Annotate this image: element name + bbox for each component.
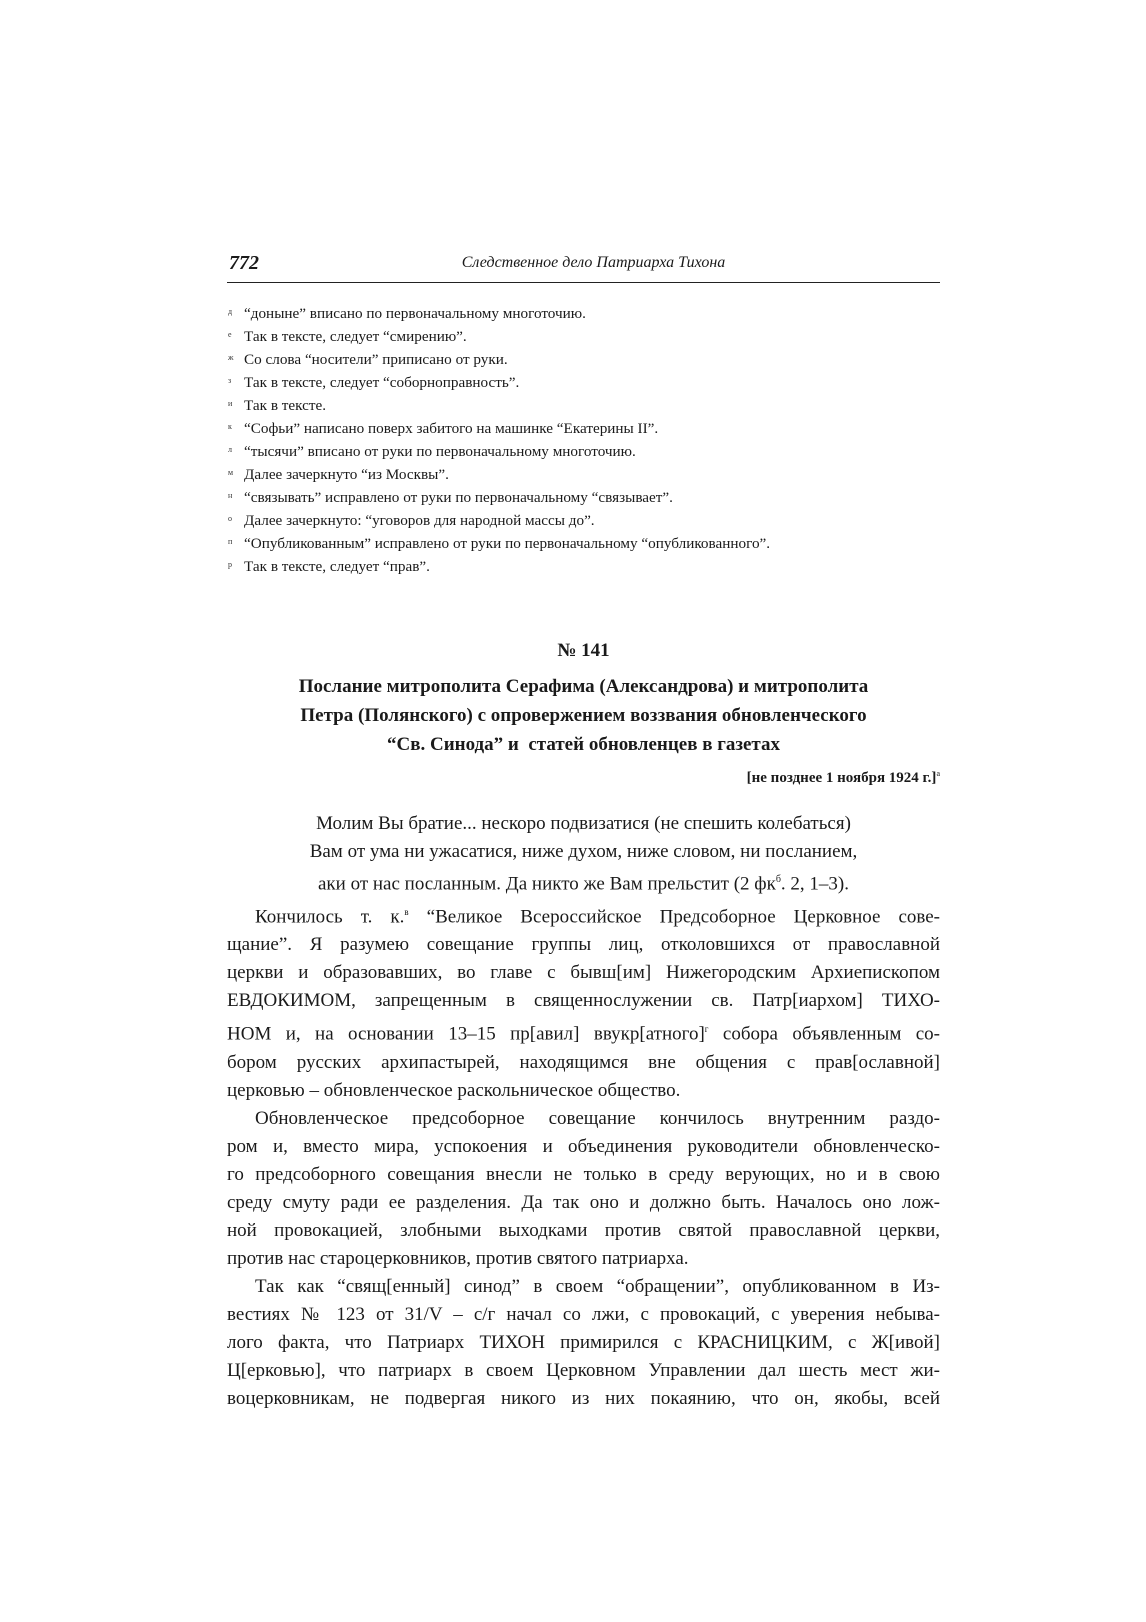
footnote-text: “тысячи” вписано от руки по первоначальному многоточию.	[244, 443, 636, 460]
text-line	[227, 898, 940, 931]
text-line: го предсоборного совещания внесли не только в среду верующих, но и в свою	[227, 1163, 940, 1185]
text-line: лого факта, что Патриарх ТИХОН примирился с КРАСНИЦКИМ, с Ж[ивой]	[227, 1331, 940, 1353]
footnote-text: Так в тексте, следует “смирению”.	[244, 328, 467, 345]
footnote-ref: г	[704, 1024, 709, 1035]
text-line: ром и, вместо мира, успокоения и объединения руководители обновленческо-	[227, 1135, 940, 1157]
document-number: № 141	[557, 640, 610, 661]
page-number: 772	[229, 252, 259, 274]
title-line: Послание митрополита Серафима (Александрова) и митрополита	[298, 676, 869, 697]
footnote	[228, 441, 928, 464]
footnote-mark: з	[228, 376, 232, 385]
footnote-mark: р	[228, 560, 232, 569]
footnote-text: Так в тексте.	[244, 397, 327, 414]
paragraph	[227, 1105, 940, 1273]
footnote-mark: м	[228, 468, 234, 477]
footnote	[228, 395, 928, 418]
footnote	[228, 349, 928, 372]
footnotes-list	[228, 303, 928, 579]
text-line: Так как “свящ[енный] синод” в своем “обращении”, опубликованном в Из-	[255, 1275, 940, 1297]
epigraph-line	[227, 866, 940, 898]
footnote-mark: е	[228, 330, 232, 339]
footnote-mark: о	[228, 514, 232, 523]
footnote	[228, 510, 928, 533]
text-line: вестиях № 123 от 31/V – с/г начал со лжи, с провокаций, с уверения небыва-	[227, 1303, 940, 1325]
running-title: Следственное дело Патриарха Тихона	[461, 254, 726, 271]
footnote-mark: ж	[228, 353, 234, 362]
text-line: церкви и образовавших, во главе с бывш[им] Нижегородским Архиепископом	[227, 962, 940, 984]
document-date	[747, 769, 940, 787]
footnote-mark: л	[228, 445, 232, 454]
footnote-text: “Софьи” написано поверх забитого на машинке “Екатерины II”.	[244, 420, 659, 437]
body-text	[227, 898, 940, 1413]
epigraph-text: аки от нас посланным. Да никто же Вам прельстит (2 фк	[318, 873, 776, 895]
footnote-mark: д	[228, 307, 233, 316]
date-text: [не позднее 1 ноября 1924 г.]	[746, 770, 937, 786]
footnote-text: “доныне” вписано по первоначальному многоточию.	[244, 305, 586, 322]
text-line: бором русских архипастырей, находящимся вне общения с прав[ославной]	[227, 1051, 940, 1073]
footnote-ref: б	[775, 874, 781, 885]
text-line: воцерковникам, не подвергая никого из них покаянию, что он, якобы, всей	[227, 1387, 940, 1409]
text-span: Кончилось т. к.	[255, 906, 405, 928]
text-line	[227, 1015, 940, 1048]
footnote	[228, 303, 928, 326]
title-line: “Св. Синода” и статей обновленцев в газетах	[386, 734, 781, 755]
paragraph	[227, 898, 940, 1105]
text-line: щание”. Я разумею совещание группы лиц, отколовшихся от православной	[227, 934, 940, 956]
document-title	[227, 672, 940, 759]
epigraph	[227, 810, 940, 898]
page-header	[227, 252, 940, 283]
footnote-text: Так в тексте, следует “соборноправность”.	[244, 374, 520, 391]
footnote-ref: в	[404, 907, 409, 917]
text-line: ной провокацией, злобными выходками против святой православной церкви,	[227, 1219, 940, 1241]
text-line: Обновленческое предсоборное совещание кончилось внутренним раздо-	[255, 1107, 940, 1129]
text-span: НОМ и, на основании 13–15 пр[авил] ввукр[атного]	[227, 1023, 705, 1045]
text-span: “Великое Всероссийское Предсоборное Церковное сове-	[408, 906, 940, 928]
text-line: ЕВДОКИМОМ, запрещенным в священнослужении св. Патр[иархом] ТИХО-	[227, 990, 940, 1012]
footnote	[228, 556, 928, 579]
footnote	[228, 487, 928, 510]
footnote-text: “связывать” исправлено от руки по первоначальному “связывает”.	[244, 489, 673, 506]
footnote	[228, 533, 928, 556]
footnote-text: Со слова “носители” приписано от руки.	[244, 351, 508, 368]
footnote-mark: н	[228, 491, 233, 500]
footnote-text: Далее зачеркнуто: “уговоров для народной массы до”.	[244, 512, 595, 529]
paragraph	[227, 1273, 940, 1413]
footnote-text: “Опубликованным” исправлено от руки по первоначальному “опубликованного”.	[244, 535, 771, 552]
text-line: среду смуту ради ее разделения. Да так оно и должно быть. Началось оно лож-	[227, 1191, 940, 1213]
footnote-ref: а	[936, 769, 940, 778]
footnote-text: Так в тексте, следует “прав”.	[244, 558, 430, 575]
epigraph-text: . 2, 1–3).	[780, 873, 849, 895]
footnote	[228, 464, 928, 487]
footnote	[228, 372, 928, 395]
epigraph-line: Молим Вы братие... нескоро подвизатися (не спешить колебаться)	[316, 813, 851, 834]
footnote-mark: и	[228, 399, 233, 408]
text-span: собора объявленным со-	[708, 1023, 940, 1045]
footnote-mark: п	[228, 537, 233, 546]
title-line: Петра (Полянского) с опровержением воззвания обновленческого	[300, 705, 867, 726]
text-line: церковью – обновленческое раскольническое общество.	[227, 1079, 681, 1101]
footnote	[228, 418, 928, 441]
footnote-text: Далее зачеркнуто “из Москвы”.	[244, 466, 449, 483]
epigraph-line: Вам от ума ни ужасатися, ниже духом, ниже словом, ни посланием,	[309, 841, 858, 862]
text-line: против нас староцерковников, против святого патриарха.	[227, 1247, 689, 1269]
text-line: Ц[ерковью], что патриарх в своем Церковном Управлении дал шесть мест жи-	[227, 1359, 940, 1381]
footnote	[228, 326, 928, 349]
footnote-mark: к	[228, 422, 232, 431]
